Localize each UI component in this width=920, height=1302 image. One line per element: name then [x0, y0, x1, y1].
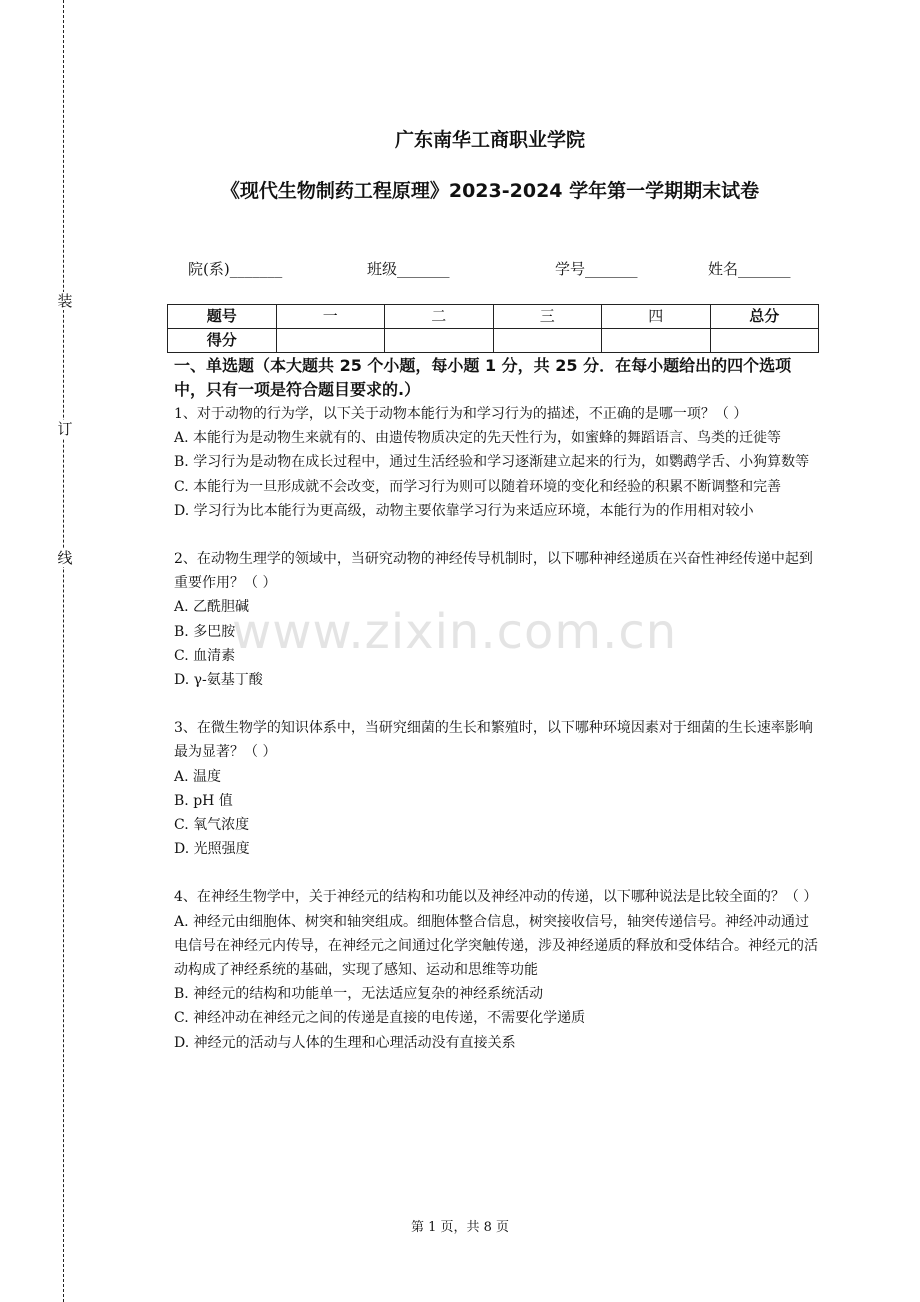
score-table-header-cell: 四: [602, 305, 711, 329]
question-option: B. 神经元的结构和功能单一，无法适应复杂的神经系统活动: [174, 986, 544, 1003]
score-table-header-cell: 一: [276, 305, 385, 329]
question-stem: 2、在动物生理学的领域中，当研究动物的神经传导机制时，以下哪种神经递质在兴奋性神经传递中起到重要作用？（ ）: [174, 551, 813, 592]
score-table-header-cell: 三: [493, 305, 602, 329]
question-option: C. 神经冲动在神经元之间的传递是直接的电传递，不需要化学递质: [174, 1010, 586, 1027]
question-option: C. 血清素: [174, 647, 236, 664]
dept-field[interactable]: 院(系)_______: [188, 260, 283, 278]
question-4: [174, 885, 820, 1054]
binding-char-zhuang: 装: [57, 292, 73, 310]
binding-char-xian: 线: [57, 549, 73, 567]
student-id-field[interactable]: 学号_______: [555, 260, 638, 278]
exam-title: 《现代生物制药工程原理》2023-2024 学年第一学期期末试卷: [220, 180, 760, 202]
score-cell[interactable]: [493, 329, 602, 353]
question-option: C. 本能行为一旦形成就不会改变，而学习行为则可以随着环境的变化和经验的积累不断调整和完善: [174, 478, 782, 495]
question-option: C. 氧气浓度: [174, 817, 250, 834]
school-name: 广东南华工商职业学院: [394, 129, 585, 151]
score-cell[interactable]: [385, 329, 494, 353]
binding-dashed-line: [63, 0, 64, 1302]
name-field[interactable]: 姓名_______: [708, 260, 791, 278]
question-option: B. pH 值: [174, 792, 233, 809]
binding-char-ding: 订: [57, 420, 73, 438]
score-table-header-cell: 二: [385, 305, 494, 329]
question-option: A. 乙酰胆碱: [174, 599, 250, 616]
score-table-score-row: [168, 329, 819, 353]
question-option: A. 神经元由细胞体、树突和轴突组成。细胞体整合信息，树突接收信号，轴突传递信号。神经冲动通过电信号在神经元内传导，在神经元之间通过化学突触传递，涉及神经递质的释放和受体结合。神经元的活动构成了神经系统的基础，实现了感知、运动和思维等功能: [174, 913, 818, 979]
score-cell[interactable]: [710, 329, 819, 353]
score-table-header-row: [168, 305, 819, 329]
question-option: D. 学习行为比本能行为更高级，动物主要依靠学习行为来适应环境，本能行为的作用相对较小: [174, 502, 754, 519]
question-option: A. 温度: [174, 768, 222, 785]
question-2: [174, 547, 820, 692]
question-stem: 4、在神经生物学中，关于神经元的结构和功能以及神经冲动的传递，以下哪种说法是比较全面的？（ ）: [174, 889, 818, 906]
score-table: [167, 304, 819, 353]
score-row-label: 得分: [168, 329, 277, 353]
question-option: B. 学习行为是动物在成长过程中，通过生活经验和学习逐渐建立起来的行为，如鹦鹉学舌、小狗算数等: [174, 454, 810, 471]
watermark: www.zixin.com.cn: [232, 604, 678, 660]
student-info-row: [0, 258, 920, 280]
question-option: A. 本能行为是动物生来就有的、由遗传物质决定的先天性行为，如蜜蜂的舞蹈语言、鸟类的迁徙等: [174, 430, 782, 447]
question-stem: 1、对于动物的行为学，以下关于动物本能行为和学习行为的描述，不正确的是哪一项？（ ）: [174, 406, 748, 422]
score-table-header-cell: 总分: [710, 305, 819, 329]
score-table-header-cell: 题号: [168, 305, 277, 329]
question-stem: 3、在微生物学的知识体系中，当研究细菌的生长和繁殖时，以下哪种环境因素对于细菌的生长速率影响最为显著？（ ）: [174, 720, 813, 761]
section-heading: 一、单选题（本大题共 25 个小题，每小题 1 分，共 25 分．在每小题给出的四个选项中，只有一项是符合题目要求的.）: [174, 356, 792, 399]
class-field[interactable]: 班级_______: [367, 260, 450, 278]
question-option: D. 神经元的活动与人体的生理和心理活动没有直接关系: [174, 1034, 516, 1051]
exam-content: [174, 354, 820, 1055]
question-option: D. 光照强度: [174, 841, 250, 858]
question-option: B. 多巴胺: [174, 623, 236, 640]
page-footer: 第 1 页，共 8 页: [410, 1220, 510, 1235]
question-option: D. γ-氨基丁酸: [174, 672, 263, 689]
question-3: [174, 716, 820, 861]
score-cell[interactable]: [602, 329, 711, 353]
question-1: [174, 402, 820, 523]
score-cell[interactable]: [276, 329, 385, 353]
